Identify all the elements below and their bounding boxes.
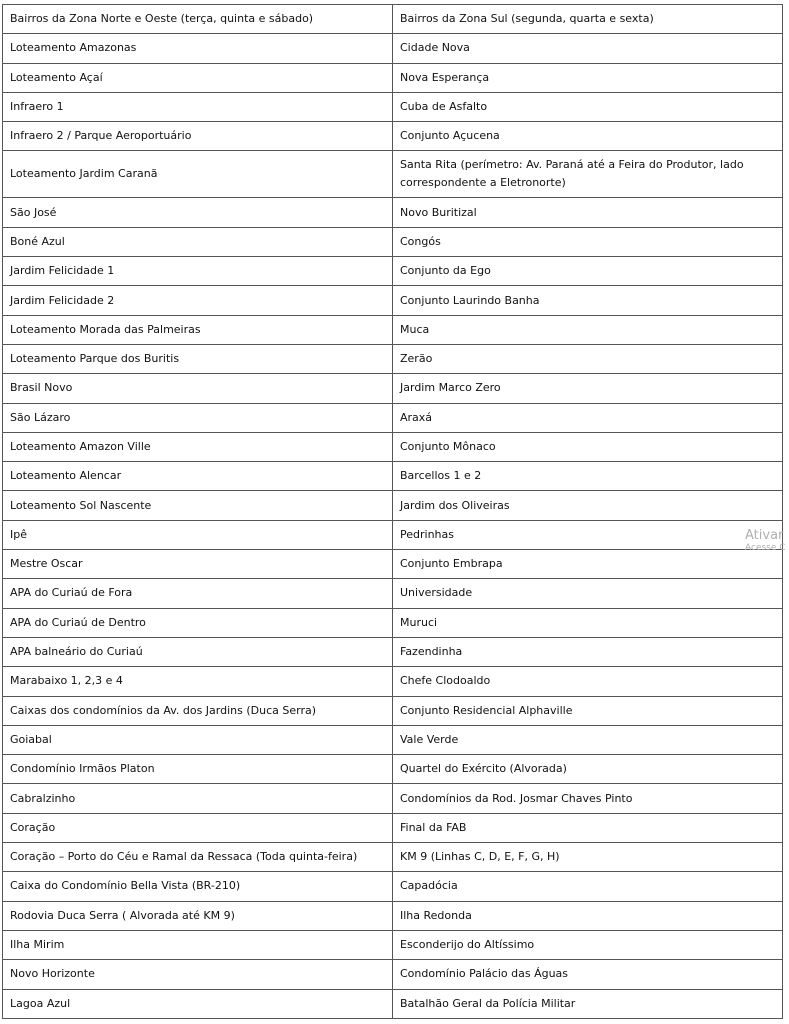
cell-zona-norte-oeste: Ipê (3, 520, 393, 549)
cell-zona-sul: Araxá (393, 403, 783, 432)
cell-zona-norte-oeste: Marabaixo 1, 2,3 e 4 (3, 667, 393, 696)
cell-zona-norte-oeste: APA do Curiaú de Fora (3, 579, 393, 608)
cell-zona-norte-oeste: Ilha Mirim (3, 930, 393, 959)
cell-zona-sul: Fazendinha (393, 637, 783, 666)
cell-zona-norte-oeste: Cabralzinho (3, 784, 393, 813)
cell-zona-sul: Conjunto da Ego (393, 257, 783, 286)
cell-zona-sul: Congós (393, 227, 783, 256)
table-row (3, 843, 783, 872)
cell-zona-sul: Conjunto Embrapa (393, 550, 783, 579)
table-row (3, 122, 783, 151)
cell-zona-norte-oeste: Bairros da Zona Norte e Oeste (terça, quinta e sábado) (3, 5, 393, 34)
cell-zona-sul: Conjunto Mônaco (393, 432, 783, 461)
cell-zona-sul: Muruci (393, 608, 783, 637)
cell-zona-norte-oeste: Loteamento Sol Nascente (3, 491, 393, 520)
table-row (3, 63, 783, 92)
table-row (3, 198, 783, 227)
cell-zona-sul: Universidade (393, 579, 783, 608)
table-row (3, 403, 783, 432)
cell-zona-sul: Capadócia (393, 872, 783, 901)
cell-zona-norte-oeste: Rodovia Duca Serra ( Alvorada até KM 9) (3, 901, 393, 930)
cell-zona-norte-oeste: Caixa do Condomínio Bella Vista (BR-210) (3, 872, 393, 901)
table-row (3, 34, 783, 63)
table-row (3, 257, 783, 286)
cell-zona-norte-oeste: Coração – Porto do Céu e Ramal da Ressaca (Toda quinta-feira) (3, 843, 393, 872)
table-row (3, 608, 783, 637)
cell-zona-norte-oeste: Loteamento Amazonas (3, 34, 393, 63)
cell-zona-sul: Conjunto Laurindo Banha (393, 286, 783, 315)
table-row (3, 432, 783, 461)
cell-zona-norte-oeste: Loteamento Parque dos Buritis (3, 344, 393, 373)
cell-zona-sul: Jardim dos Oliveiras (393, 491, 783, 520)
cell-zona-norte-oeste: Mestre Oscar (3, 550, 393, 579)
table-row (3, 491, 783, 520)
watermark-line1: Ativar (745, 528, 784, 543)
table-row (3, 872, 783, 901)
table-row (3, 813, 783, 842)
table-row (3, 755, 783, 784)
cell-zona-norte-oeste: Loteamento Jardim Caranã (3, 151, 393, 198)
cell-zona-sul: Zerão (393, 344, 783, 373)
cell-zona-norte-oeste: Brasil Novo (3, 374, 393, 403)
table-row (3, 725, 783, 754)
table-row (3, 374, 783, 403)
table-row (3, 784, 783, 813)
table-row (3, 462, 783, 491)
cell-zona-norte-oeste: Jardim Felicidade 2 (3, 286, 393, 315)
cell-zona-sul: Condomínio Palácio das Águas (393, 960, 783, 989)
cell-zona-norte-oeste: APA balneário do Curiaú (3, 637, 393, 666)
cell-zona-norte-oeste: Boné Azul (3, 227, 393, 256)
cell-zona-sul: Ilha Redonda (393, 901, 783, 930)
cell-zona-sul: Quartel do Exército (Alvorada) (393, 755, 783, 784)
cell-zona-sul: Conjunto Açucena (393, 122, 783, 151)
cell-zona-norte-oeste: Condomínio Irmãos Platon (3, 755, 393, 784)
activation-watermark (745, 528, 786, 554)
neighborhood-schedule-table (2, 4, 783, 1019)
table-row (3, 227, 783, 256)
table-row (3, 151, 783, 198)
table-row (3, 637, 783, 666)
table-row (3, 667, 783, 696)
table-row (3, 696, 783, 725)
table-row (3, 344, 783, 373)
cell-zona-norte-oeste: Caixas dos condomínios da Av. dos Jardins (Duca Serra) (3, 696, 393, 725)
cell-zona-sul: KM 9 (Linhas C, D, E, F, G, H) (393, 843, 783, 872)
table-row (3, 579, 783, 608)
cell-zona-sul: Cuba de Asfalto (393, 92, 783, 121)
cell-zona-sul: Barcellos 1 e 2 (393, 462, 783, 491)
table-row (3, 520, 783, 549)
cell-zona-sul: Vale Verde (393, 725, 783, 754)
cell-zona-norte-oeste: Loteamento Açaí (3, 63, 393, 92)
cell-zona-sul: Final da FAB (393, 813, 783, 842)
table-row (3, 930, 783, 959)
cell-zona-sul: Conjunto Residencial Alphaville (393, 696, 783, 725)
cell-zona-norte-oeste: Lagoa Azul (3, 989, 393, 1018)
cell-zona-sul: Muca (393, 315, 783, 344)
cell-zona-sul: Esconderijo do Altíssimo (393, 930, 783, 959)
table-row (3, 960, 783, 989)
cell-zona-sul: Batalhão Geral da Polícia Militar (393, 989, 783, 1018)
cell-zona-norte-oeste: Loteamento Morada das Palmeiras (3, 315, 393, 344)
cell-zona-sul: Pedrinhas (393, 520, 783, 549)
cell-zona-sul: Bairros da Zona Sul (segunda, quarta e sexta) (393, 5, 783, 34)
table-body (3, 5, 783, 1019)
cell-zona-norte-oeste: Infraero 1 (3, 92, 393, 121)
cell-zona-norte-oeste: Coração (3, 813, 393, 842)
table-row (3, 286, 783, 315)
cell-zona-sul: Cidade Nova (393, 34, 783, 63)
cell-zona-norte-oeste: Loteamento Alencar (3, 462, 393, 491)
table-row (3, 550, 783, 579)
cell-zona-norte-oeste: Jardim Felicidade 1 (3, 257, 393, 286)
table-row (3, 315, 783, 344)
cell-zona-norte-oeste: Novo Horizonte (3, 960, 393, 989)
cell-zona-norte-oeste: APA do Curiaú de Dentro (3, 608, 393, 637)
cell-zona-norte-oeste: São Lázaro (3, 403, 393, 432)
cell-zona-norte-oeste: Loteamento Amazon Ville (3, 432, 393, 461)
table-row (3, 92, 783, 121)
cell-zona-norte-oeste: Infraero 2 / Parque Aeroportuário (3, 122, 393, 151)
cell-zona-norte-oeste: São José (3, 198, 393, 227)
table-header-row (3, 5, 783, 34)
watermark-line2: Acesse C (745, 543, 786, 553)
cell-zona-sul: Santa Rita (perímetro: Av. Paraná até a Feira do Produtor, lado correspondente a Eletronorte) (393, 151, 783, 198)
cell-zona-sul: Chefe Clodoaldo (393, 667, 783, 696)
cell-zona-sul: Novo Buritizal (393, 198, 783, 227)
cell-zona-sul: Nova Esperança (393, 63, 783, 92)
cell-zona-norte-oeste: Goiabal (3, 725, 393, 754)
table-row (3, 901, 783, 930)
cell-zona-sul: Jardim Marco Zero (393, 374, 783, 403)
cell-zona-sul: Condomínios da Rod. Josmar Chaves Pinto (393, 784, 783, 813)
table-row (3, 989, 783, 1018)
